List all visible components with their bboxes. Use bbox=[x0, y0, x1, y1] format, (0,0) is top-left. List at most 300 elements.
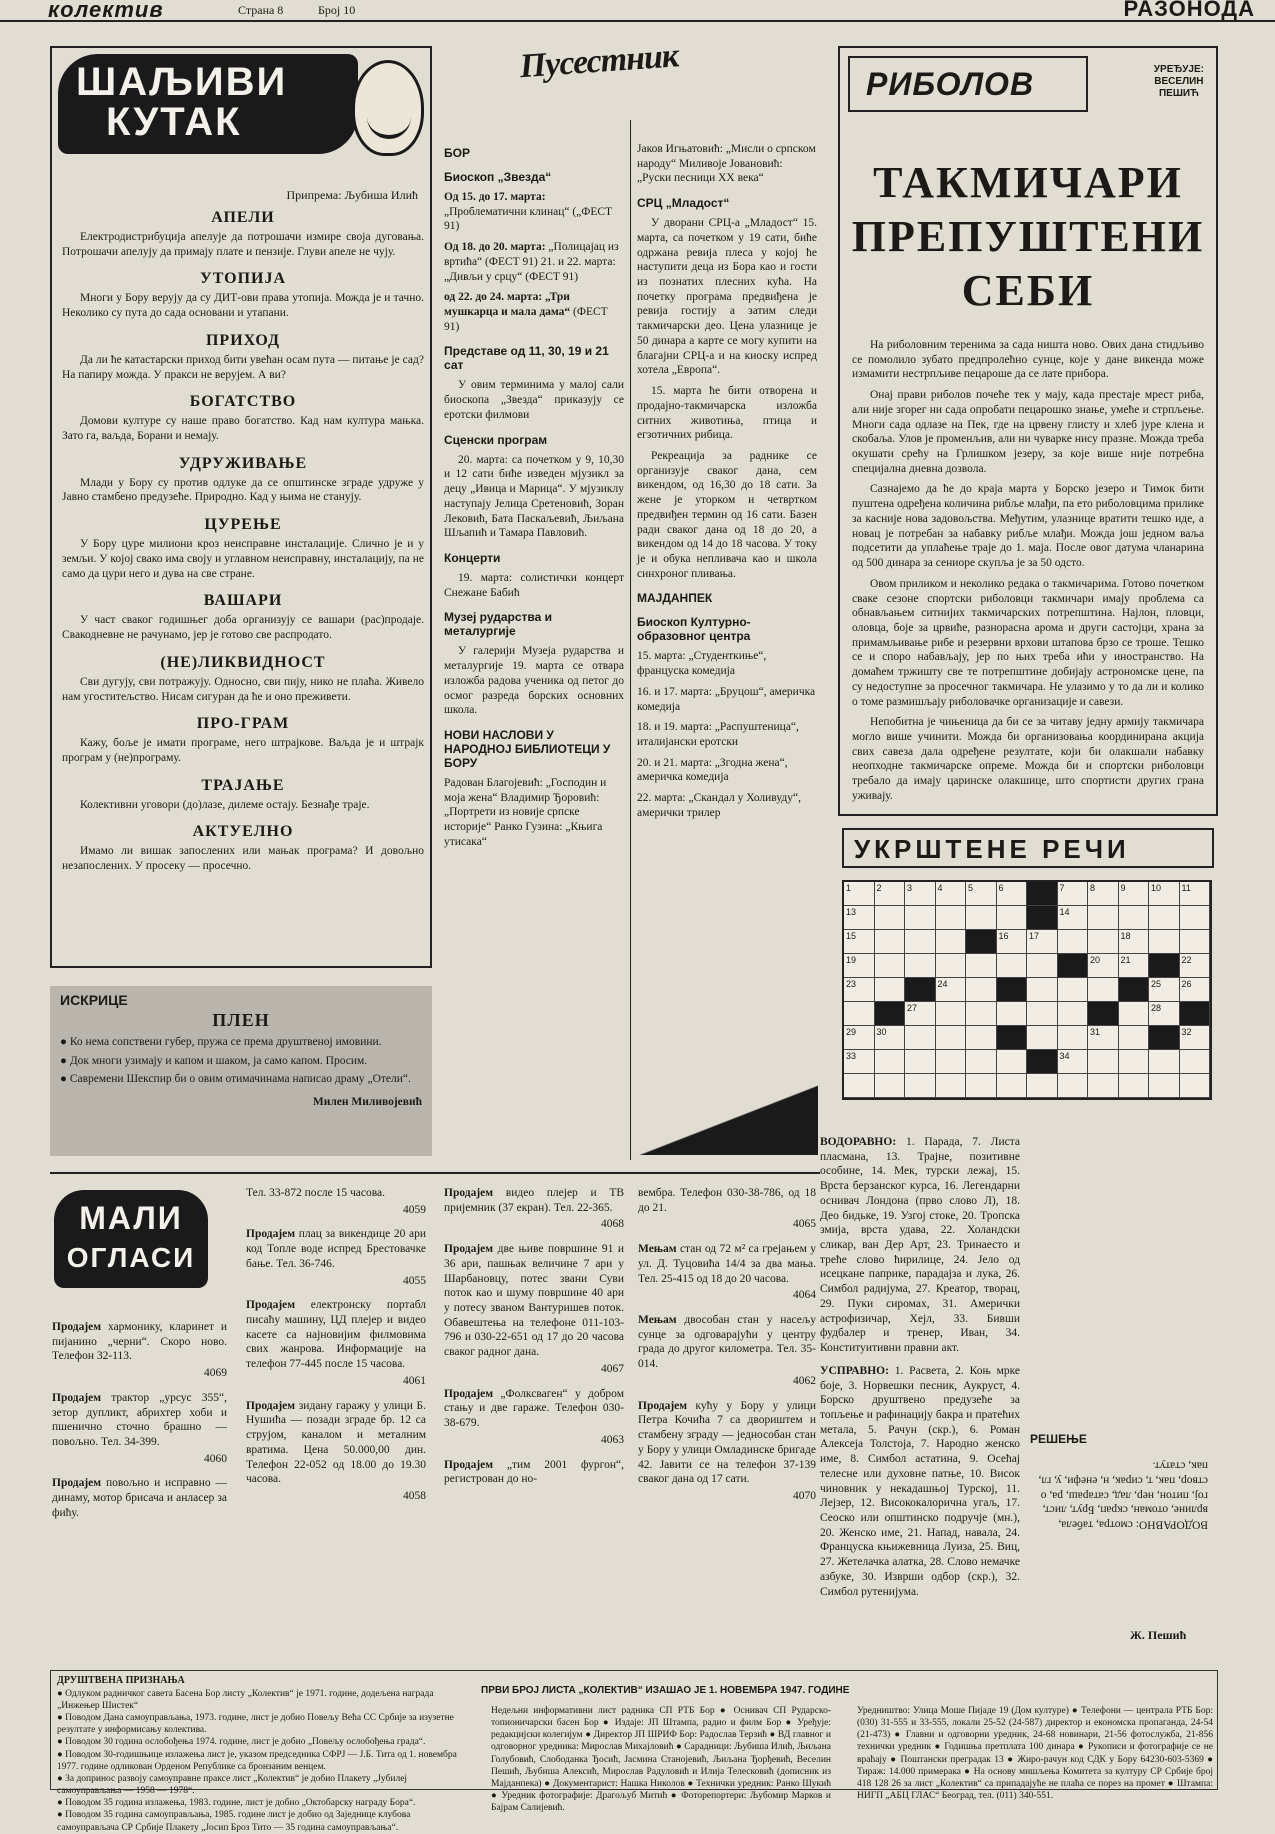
fishing-headline bbox=[850, 156, 1206, 318]
ad-number: 4068 bbox=[601, 1218, 624, 1231]
crossword-cell bbox=[1027, 906, 1058, 930]
program-title: Пусестник bbox=[518, 37, 680, 86]
crossword-cell bbox=[1088, 978, 1119, 1002]
crossword-cell bbox=[1180, 906, 1211, 930]
program-entry: 20. и 21. марта: „Згодна жена“, америчка комедија bbox=[637, 756, 788, 784]
ad-number: 4055 bbox=[403, 1274, 426, 1287]
ad-number: 4059 bbox=[403, 1203, 426, 1216]
crossword-cell bbox=[1119, 1074, 1150, 1098]
crossword-cell bbox=[905, 930, 936, 954]
cartoon-face-icon bbox=[352, 60, 424, 156]
crossword-cell: 14 bbox=[1058, 906, 1089, 930]
humor-item-text: Кажу, боље је имати програме, него штрајкове. Ваљда је и штрајк програм у (не)програму. bbox=[62, 737, 424, 764]
crossword-cell bbox=[936, 954, 967, 978]
crossword-cell bbox=[936, 930, 967, 954]
crossword-cell bbox=[997, 1074, 1028, 1098]
editor-name: ВЕСЕЛИН bbox=[1154, 76, 1204, 87]
ads-column-3 bbox=[444, 1186, 624, 1497]
award-item: ● За допринос развоју самоуправне праксе лист „Колектив“ је добио Плакету „Јубилеј самоуправљања — 1958 — 1978“. bbox=[57, 1773, 408, 1797]
crossword-cell: 23 bbox=[844, 978, 875, 1002]
iskrice-author: Милен Миливојевић bbox=[312, 1096, 422, 1109]
humor-item-text: Домови културе су наше право богатство. Кад нам култура мањка. Зато га, ваљда, Борани и немају. bbox=[62, 415, 424, 443]
crossword-cell: 7 bbox=[1058, 882, 1089, 906]
crossword-cell bbox=[1149, 906, 1180, 930]
crossword-cell bbox=[1088, 1074, 1119, 1098]
program-entry: Радован Благојевић: „Господин и моја жена“ Владимир Ђоровић: „Портрети из новије српске историје“ Ранко Гузина: „Књига утисака“ bbox=[444, 776, 607, 848]
ad-number: 4063 bbox=[601, 1433, 624, 1446]
crossword-cell: 29 bbox=[844, 1026, 875, 1050]
classified-ad bbox=[52, 1476, 227, 1520]
ad-lead: Продајем bbox=[246, 1299, 296, 1312]
program-heading: Биоскоп „Звезда“ bbox=[444, 170, 552, 184]
program-entry: 15. марта: „Студенткиње“, француска комедија bbox=[637, 650, 767, 678]
ad-number: 4061 bbox=[403, 1374, 426, 1387]
program-entry: У овим терминима у малој сали биоскопа „Звезда“ приказују се еротски филмови bbox=[444, 379, 624, 421]
crossword-cell bbox=[1119, 1026, 1150, 1050]
program-entry: 16. и 17. марта: „Бруцош“, америчка комедија bbox=[637, 685, 816, 713]
crossword-cell bbox=[1027, 1074, 1058, 1098]
crossword-cell bbox=[1149, 954, 1180, 978]
humor-item-title: (НЕ)ЛИКВИДНОСТ bbox=[160, 653, 326, 671]
humor-item-text: Многи у Бору верују да су ДИТ-ови права утопија. Можда је и тачно. Неколико су пута до сада основани и утапани. bbox=[62, 292, 424, 320]
ad-text: „Фолксваген“ у добром стању и две гараже. Телефон 030-38-679. bbox=[444, 1387, 624, 1430]
crossword-cell bbox=[1027, 1002, 1058, 1026]
iskrice-title: ПЛЕН bbox=[212, 1010, 270, 1030]
classified-ad bbox=[444, 1458, 624, 1487]
article-paragraph: Онај прави риболов почеће тек у мају, када престаје мрест риба, али није згорег ни сада опробати пецарошко знање, умеће и стрпљење. Многи сада одлазе на Пек, где на црвену глисту и хлеб јуре клена и скобаља. Улов је променљив, али ни чуварке нису празне. Можда треба окушати срећу на Грлишком језеру, за које више није потребна специјална дневна дозвола. bbox=[852, 389, 1204, 475]
crossword-across bbox=[820, 1135, 1020, 1599]
crossword-cell bbox=[1058, 978, 1089, 1002]
crossword-cell bbox=[966, 906, 997, 930]
humor-item-title: БОГАТСТВО bbox=[189, 393, 297, 411]
humor-items bbox=[62, 203, 424, 885]
ad-text: хармонику, кларинет и пијанино „черни“. Скоро ново. Телефон 32-113. bbox=[52, 1321, 227, 1363]
ad-text: две њиве површине 91 и 36 ари, пашњак величине 7 ари у Шарбановцу, потес звани Суви поток као и шуму површине 40 ари у потесу званом Вантуришев поток. Обавештења на телефоне 011-103-796 и 030-22-651 од 17 до 20 часова сваког радног дана. bbox=[444, 1243, 625, 1359]
program-entry: 20. марта: са почетком у 9, 10,30 и 12 сати биће изведен мјузикл за децу „Ивица и Марица“. У мјузиклу наступају Јелица Сретеновић, Зоран Лековић, Бата Паскаљевић, Љиљана Шљапић и Тамара Павловић. bbox=[444, 453, 624, 540]
crossword-cell bbox=[1027, 978, 1058, 1002]
program-entry bbox=[444, 290, 624, 334]
crossword-cell: 16 bbox=[997, 930, 1028, 954]
crossword-cell bbox=[1119, 978, 1150, 1002]
program-heading: Биоскоп Културно-образовног центра bbox=[637, 615, 751, 644]
classified-ad bbox=[52, 1320, 227, 1381]
ad-text: електронску портабл писаћу машину, ЦД плејер и видео касете са најновијим филмовима свих жанрова. Информације на телефон 77-445 после 15 часова. bbox=[246, 1299, 427, 1371]
ad-number: 4058 bbox=[403, 1489, 426, 1502]
crossword-cell: 26 bbox=[1180, 978, 1211, 1002]
crossword-cell bbox=[1058, 1074, 1089, 1098]
crossword-cell bbox=[1027, 954, 1058, 978]
program-heading: Представе од 11, 30, 19 и 21 сат bbox=[444, 344, 609, 373]
crossword-cell bbox=[1119, 1002, 1150, 1026]
down-title: УСПРАВНО: bbox=[820, 1364, 889, 1377]
program-heading: МАЈДАНПЕК bbox=[637, 591, 713, 606]
award-item: ● Поводом Дана самоуправљања, 1973. године, лист је добио Повељу Већа СС Србије за изузетне резултате у информисању колектива. bbox=[57, 1713, 454, 1736]
ad-lead: Мењам bbox=[638, 1314, 677, 1327]
crossword-cell: 2 bbox=[875, 882, 906, 906]
crossword-cell bbox=[1149, 930, 1180, 954]
ad-text: плац за викендице 20 ари код Топле воде испред Брестовачке бање. Тел. 36-746. bbox=[246, 1228, 427, 1270]
crossword-cell bbox=[936, 1002, 967, 1026]
humor-item-text: Електродистрибуција апелује да потрошачи измире своја дуговања. Потрошачи апелују да примају плате и пензије. Глуви апеле не чују. bbox=[62, 231, 424, 258]
column-divider bbox=[630, 120, 631, 1160]
crossword-cell bbox=[966, 1026, 997, 1050]
humor-item-title: ЦУРЕЊЕ bbox=[204, 516, 282, 534]
crossword-cell bbox=[1027, 882, 1058, 906]
crossword-cell: 15 bbox=[844, 930, 875, 954]
imprint-staff: Недељни информативни лист радника СП РТБ Бор ● Оснивач СП Рударско-топионичарски басен Бор ● Издаје: ЈП Штампа, радио и филм Бор ● Уређује: редакцијски колегијум ● Директор ЈП ШРИФ Бор: Радослав Терзић ● ВД главног и одговорног уредника: Мирослав Михајловић ● Сарадници: Љубиша Илић, Љиљана Голубовић, Слободанка Ђосић, Јасмина Станојевић, Љиљана Ђорђевић, Веселин Пешић, Љубиша Алексић, Мирослав Радуловић и Илија Телесковић (дописник из Мајданпека) ● Документарист: Нашка Николов ● Технички уредник: Ранко Шукић ● Уредник фотографије: Драгољуб Митић ● Фоторепортери: Љубомир Марков и Бајрам Салијевић. bbox=[491, 1706, 831, 1814]
ad-lead: Продајем bbox=[444, 1458, 494, 1471]
crossword-cell: 33 bbox=[844, 1050, 875, 1074]
humor-logo-line2: КУТАК bbox=[106, 100, 242, 144]
ad-lead: Продајем bbox=[444, 1187, 494, 1199]
humor-item-title: АКТУЕЛНО bbox=[192, 823, 294, 841]
ad-lead: Мењам bbox=[638, 1243, 677, 1256]
program-entry-text: „Проблематични клинац“ („ФЕСТ 91) bbox=[444, 205, 613, 233]
humor-item-title: ПРО-ГРАМ bbox=[196, 715, 290, 733]
humor-item bbox=[62, 270, 424, 320]
ad-text: вембра. Телефон 030-38-786, од 18 до 21. bbox=[638, 1187, 816, 1214]
page-number: Страна 8 bbox=[238, 3, 284, 17]
program-entry: 22. марта: „Скандал у Холивуду“, амерички трилер bbox=[637, 792, 801, 819]
ad-text: трактор „урсус 355“, зетор дупликт, абрихтер хоби и пшенично сточно брашно — повољно. Тел. 34-399. bbox=[52, 1391, 227, 1449]
humor-corner bbox=[50, 46, 432, 968]
decorative-wedge bbox=[638, 1085, 818, 1155]
article-paragraph: Сазнајемо да ће до краја марта у Борско језеро и Тимок бити пуштена одређена количина рибље млађи, па ето риболовцима прилике за касније нова задовољства. Међутим, улазнице вратити тешко иде, а новац је потребан за набавку рибље млађи. Можда још једном ваља подсетити да уплаћење траје до 1. маја. После овог датума чланарина од 500 динара за сениоре скупља је за 50 одсто. bbox=[852, 483, 1204, 570]
ad-text: зидану гаражу у улици Б. Нушића — позади зграде бр. 12 са струјом, каналом и металним вратима. Цена 50.000,00 дин. Телефон 22-052 од 18.00 до 19.30 часова. bbox=[246, 1399, 426, 1486]
classified-ad bbox=[246, 1186, 426, 1217]
crossword-cell bbox=[905, 978, 936, 1002]
ad-lead: Продајем bbox=[444, 1243, 494, 1256]
humor-item bbox=[62, 455, 424, 505]
iskrice-line: ● Савремени Шекспир би о овим отимачинама написао драму „Отели“. bbox=[60, 1073, 411, 1086]
ad-lead: Продајем bbox=[52, 1477, 102, 1490]
crossword-cell bbox=[936, 1074, 967, 1098]
crossword-cell bbox=[875, 930, 906, 954]
crossword-cell: 32 bbox=[1180, 1026, 1211, 1050]
ad-lead: Продајем bbox=[638, 1399, 688, 1412]
ad-lead: Продајем bbox=[246, 1399, 296, 1412]
crossword-cell bbox=[997, 906, 1028, 930]
masthead bbox=[0, 0, 1275, 22]
ad-text: кућу у Бору у улици Петра Кочића 7 са двориштем и стамбену зграду — једнособан стан у Бору у улици Омладинске бригаде 42. Јавити се на телефон 37-139 сваког дана од 17 сати. bbox=[638, 1399, 816, 1486]
iskrice-box bbox=[50, 986, 432, 1156]
classified-ad bbox=[444, 1242, 624, 1376]
program-entry: 18. и 19. марта: „Распуштеница“, италијански еротски bbox=[637, 721, 799, 748]
program-date: од 22. до 24. марта: „Три мушкарца и мала дама“ bbox=[444, 291, 571, 319]
ad-text: повољно и исправно — динаму, мотор брисача и анласер за фићу. bbox=[52, 1477, 227, 1519]
crossword-cell bbox=[966, 954, 997, 978]
crossword-cell bbox=[1180, 930, 1211, 954]
crossword-cell bbox=[875, 1074, 906, 1098]
ad-text: стан од 72 м² са грејањем у ул. Д. Туцовића 14/4 за два мања. Тел. 25-415 од 18 до 20 часова. bbox=[638, 1243, 816, 1285]
crossword-cell bbox=[875, 1050, 906, 1074]
crossword-cell bbox=[966, 1002, 997, 1026]
ads-column-4 bbox=[638, 1186, 816, 1514]
crossword-cell bbox=[1027, 1026, 1058, 1050]
ads-logo-line2: ОГЛАСИ bbox=[66, 1242, 196, 1273]
imprint-contact: Уредништво: Улица Моше Пијаде 19 (Дом културе) ● Телефони — централа РТБ Бор: (030) 31-555 и 33-555, локали 25-52 (24-587) директор и економска пропаганда, 24-54 (21-473) ● Главни и одговорни уредник, 24-68 новинари, 21-56 фотослужба, 21-856 технички уредник ● Годишња претплата 100 динара ● Рукописи и фотографије се не враћају ● Поштански преградак 13 ● Жиро-рачун код СДК у Бору 64230-603-5369 ● Тираж: 14.000 примерака ● На основу мишљења Комитета за културу СР Србије број 418 128 26 за лист „Колектив“ са припадајуће не плаћа се порез на промет ● Штампа: НИГП „АБЦ ГЛАС“ Београд, тел. (011) 340-551. bbox=[857, 1706, 1213, 1802]
crossword-cell bbox=[1088, 1002, 1119, 1026]
crossword-cell bbox=[997, 1050, 1028, 1074]
crossword-cell bbox=[875, 954, 906, 978]
classified-ad bbox=[246, 1399, 426, 1504]
crossword-cell bbox=[1149, 1026, 1180, 1050]
editor-surname: ПЕШИЋ bbox=[1158, 88, 1199, 99]
crossword-cell: 28 bbox=[1149, 1002, 1180, 1026]
humor-item-title: УДРУЖИВАЊЕ bbox=[178, 454, 308, 472]
crossword-cell: 19 bbox=[844, 954, 875, 978]
ad-text: Тел. 33-872 после 15 часова. bbox=[246, 1187, 386, 1199]
program-entry: У галерији Музеја рударства и металургије 19. марта се отвара изложба радова ученика од петог до осмог разреда борских основних школа. bbox=[444, 645, 624, 717]
article-paragraph: Овом приликом и неколико редака о такмичарима. Готово почетком сваке сезоне спортски риболовци такмичари имају проблема са обнављањем ситнијих такмичарских потрепштина. Најлон, пловци, оловца, боје за црвиће, разнорасна арома и други састојци, храна за примамљивање рибе и резервни врхови штапова брзо се троше. Тешко се и споро набављају, јер по њих треба ићи у иностранство. На домаћем тржишту све те потрепштине добијају астрономске цене, па су недоступне за просечног такмичара. Не улазимо у то да ли и колико о томе размишљају риболовачке организације и савези. bbox=[852, 577, 1204, 708]
editor-label: УРЕЂУЈЕ: bbox=[1153, 64, 1204, 75]
crossword-cell: 31 bbox=[1088, 1026, 1119, 1050]
fishing-editor bbox=[1154, 64, 1204, 100]
program-heading: БОР bbox=[444, 146, 470, 160]
program-heading: Концерти bbox=[444, 550, 501, 565]
crossword-cell bbox=[1149, 1074, 1180, 1098]
program-entry: Рекреација за раднике се организује сваког дана, сем викендом, од 16,30 до 18 сати. За жене је уторком и четвртком предвиђен термин од 16 сати. Базен ради сваког дана од 18 до 20, а викендом од 14 до 18 часова. У току је и обука непливача као и школа синхроног пливања. bbox=[637, 449, 817, 580]
crossword-cell bbox=[905, 906, 936, 930]
crossword-cell bbox=[936, 1050, 967, 1074]
crossword-cell: 1 bbox=[844, 882, 875, 906]
crossword-cell bbox=[1088, 906, 1119, 930]
ads-column-2 bbox=[246, 1186, 426, 1514]
ads-logo-line1: МАЛИ bbox=[79, 1200, 183, 1236]
crossword-cell: 24 bbox=[936, 978, 967, 1002]
classified-ad bbox=[638, 1313, 816, 1389]
award-item: ● Одлуком радничког савета Басена Бор листу „Колектив“ је 1971. године, додељена награда „Инжењер Шистек“ bbox=[57, 1688, 434, 1711]
crossword-cell bbox=[1180, 1002, 1211, 1026]
crossword-cell bbox=[1088, 930, 1119, 954]
across-clues: 1. Парада, 7. Листа пласмана, 13. Трајне, позитивне особине, 14. Мек, турски лежај, 15. Врста берзанског курса, 16. Легендарни оснивач Лондона (прво слово Л), 18. Део бидьке, 19. Узгој стоке, 20. Тропска змија, врста удава, 22. Холандски сликар, ван Дер Арт, 23. Тринаесто и треће слово ћирилице, 24. Јело од исецкане паприке, парадајза и лука, 26. Симбол радијума, 27. Креатор, творац, 29. Пуки сиромах, 31. Амерички астрофизичар, Хејл, 33. Бивши фудбалер и тренер, Иван, 34. Конституитивни правни акт. bbox=[820, 1136, 1020, 1355]
crossword-cell bbox=[936, 1026, 967, 1050]
iskrice-label: ИСКРИЦЕ bbox=[60, 992, 128, 1008]
crossword-cell: 13 bbox=[844, 906, 875, 930]
classified-ad bbox=[246, 1298, 426, 1388]
crossword-cell: 22 bbox=[1180, 954, 1211, 978]
classified-ad bbox=[638, 1399, 816, 1504]
humor-item-title: УТОПИЈА bbox=[199, 270, 287, 288]
iskrice-line: ● Ко нема сопствени губер, пружа се према друштвеној имовини. bbox=[60, 1036, 382, 1048]
awards bbox=[57, 1675, 457, 1834]
ad-text: видео плејер и ТВ пријемник (37 екран). Тел. 22-365. bbox=[444, 1187, 625, 1214]
program-heading: Музеј рударства и металургије bbox=[444, 610, 552, 639]
crossword-cell bbox=[1180, 1074, 1211, 1098]
humor-item-title: АПЕЛИ bbox=[211, 209, 275, 226]
section-title: РАЗОНОДА bbox=[1123, 0, 1255, 21]
article-paragraph: На риболовним теренима за сада ништа ново. Ових дана стидљиво се помолило зубато предпролећно сунце, које у дане викенда може измамити нестрпљиве пецароше да се лате прибора. bbox=[852, 339, 1204, 381]
humor-logo-line1: ШАЉИВИ bbox=[76, 60, 288, 104]
crossword-cell bbox=[1149, 1050, 1180, 1074]
headline-line: ПРЕПУШТЕНИ bbox=[851, 212, 1205, 261]
crossword-cell: 21 bbox=[1119, 954, 1150, 978]
award-item: ● Поводом 35 година самоуправљања, 1985. године лист је добио од Заједнице клубова самоуправљача СР Србије Плакету „Јосип Броз Тито — 35 година самоуправљања“. bbox=[57, 1810, 411, 1833]
humor-item bbox=[62, 516, 424, 581]
ad-number: 4069 bbox=[204, 1367, 227, 1380]
classified-ad bbox=[638, 1186, 816, 1232]
crossword-cell bbox=[997, 1002, 1028, 1026]
humor-item-text: Млади у Бору су против одлуке да се општинске зграде удруже у Јавно стамбено предузеће. Природно. Кад у њима не станују. bbox=[62, 476, 424, 504]
humor-item bbox=[62, 654, 424, 704]
crossword-cell: 27 bbox=[905, 1002, 936, 1026]
issue-number: Број 10 bbox=[318, 3, 356, 17]
humor-item-text: Да ли ће катастарски приход бити увећан осам пута — питање је сад? На папиру можда. У пракси не верујем. А ви? bbox=[62, 353, 424, 381]
crossword-cell: 18 bbox=[1119, 930, 1150, 954]
fishing-logo: РИБОЛОВ bbox=[848, 56, 1088, 112]
crossword-cell bbox=[997, 978, 1028, 1002]
ad-number: 4067 bbox=[601, 1362, 624, 1375]
crossword-cell bbox=[966, 1074, 997, 1098]
crossword-cell bbox=[844, 1002, 875, 1026]
classified-ad bbox=[444, 1387, 624, 1448]
crossword-cell bbox=[997, 1026, 1028, 1050]
ad-number: 4064 bbox=[793, 1289, 816, 1302]
ads-logo bbox=[54, 1190, 208, 1288]
down-clues: 1. Расвета, 2. Коњ мрке боје, 3. Норвешки песник, Аукруст, 4. Борско друштвено предузеће за топљење и рафинацију бакра и пратећих метала, 5. Рачун (скр.), 6. Роман Алексеја Толстоја, 7. Народно женско име, 8. Симбол астатина, 9. Осећај телесне или духовне патње, 10. Висок чиновник у некадашњој Турској, 11. Лејзер, 12. Висококалорична угаљ, 17. Сеоско или општинско подручје (мн.), 20. Женско име, 21. Напад, навала, 24. Француска књижевница Луиза, 25. Виц, 27. Жетелачка алатка, 28. Слово немачке азбуке, 30. Изврши одбор (скр.), 32. Симбол рутенијума. bbox=[820, 1364, 1020, 1598]
ad-number: 4070 bbox=[793, 1489, 816, 1502]
humor-item-title: ВАШАРИ bbox=[203, 592, 283, 610]
crossword-grid bbox=[842, 880, 1212, 1100]
crossword-cell: 4 bbox=[936, 882, 967, 906]
award-item: ● Поводом 35 година излажења, 1983. године, лист је добио „Октобарску награду Бора“. bbox=[57, 1798, 416, 1809]
ads-column-1 bbox=[52, 1320, 227, 1531]
ad-text: „тим 2001 фургон“, регистрован до но- bbox=[444, 1458, 624, 1486]
crossword-cell: 6 bbox=[997, 882, 1028, 906]
ad-number: 4065 bbox=[793, 1218, 816, 1231]
humor-item bbox=[62, 209, 424, 259]
crossword-cell: 3 bbox=[905, 882, 936, 906]
crossword-cell: 30 bbox=[875, 1026, 906, 1050]
crossword-cell bbox=[875, 906, 906, 930]
program-entry: Јаков Игњатовић: „Мисли о српском народу“ Миливоје Јовановић: „Руски песници XX века“ bbox=[637, 143, 816, 185]
ad-lead: Продајем bbox=[246, 1228, 296, 1241]
ad-lead: Продајем bbox=[52, 1391, 102, 1404]
crossword-cell bbox=[966, 930, 997, 954]
humor-item bbox=[62, 777, 424, 813]
crossword-cell: 25 bbox=[1149, 978, 1180, 1002]
crossword-cell bbox=[1058, 1002, 1089, 1026]
crossword-cell bbox=[1058, 1026, 1089, 1050]
section-divider bbox=[50, 1172, 820, 1174]
iskrice-line: ● Док многи узимају и капом и шаком, ја само капом. Просим. bbox=[60, 1054, 368, 1067]
crossword-cell bbox=[905, 1074, 936, 1098]
program-entry: 15. марта ће бити отворена и продајно-такмичарска изложба ситних животиња, птица и егзотичних рибица. bbox=[637, 385, 817, 442]
crossword-cell bbox=[966, 1050, 997, 1074]
article-paragraph: Непобитна је чињеница да би се за читаву једну армију такмичара могло више учинити. Можда би организовања координирана акција свих савеза дала одређене резултате, који би олакшали набавку неопходне такмичарске опреме. Можда би и спортски риболовци требало да имају царинске олакшице, што спортисти других грана уживају. bbox=[852, 716, 1204, 802]
crossword-cell: 17 bbox=[1027, 930, 1058, 954]
humor-item bbox=[62, 715, 424, 765]
crossword-title: УКРШТЕНЕ РЕЧИ bbox=[842, 828, 1214, 868]
humor-item bbox=[62, 393, 424, 443]
classified-ad bbox=[246, 1227, 426, 1288]
humor-item-text: Сви дугују, сви потражују. Односно, сви пију, нико не плаћа. Живело нам угоститељство. Нисам сигуран да ће и оно преживети. bbox=[62, 675, 424, 703]
crossword-cell bbox=[966, 978, 997, 1002]
program-column-1 bbox=[444, 136, 624, 850]
crossword-cell: 8 bbox=[1088, 882, 1119, 906]
crossword-cell bbox=[1119, 1050, 1150, 1074]
ad-text: двособан стан у насељу сунце за одговарајући у центру града до другог километра. Тел. 35-014. bbox=[638, 1314, 817, 1371]
headline-line: ТАКМИЧАРИ bbox=[873, 158, 1183, 207]
humor-item-title: ТРАЈАЊЕ bbox=[201, 776, 285, 794]
ad-lead: Продајем bbox=[444, 1387, 494, 1400]
program-entry: У дворани СРЦ-а „Младост“ 15. марта, са почетком у 19 сати, биће одржана ревија плеса у којој ће наступити деца из Бора као и гости из познатих плесних кућа. На почетку програма предвиђена је ревија гостију а затим следи такмичарски део. Цена улазнице је 50 динара а карте се могу купити на благајни СРЦ-а и на киоску испред хотела „Европа“. bbox=[637, 217, 817, 377]
fishing-box bbox=[838, 46, 1218, 816]
masthead-logo: колектив bbox=[48, 0, 164, 22]
crossword-cell: 5 bbox=[966, 882, 997, 906]
program-entry bbox=[444, 190, 624, 234]
crossword-cell: 11 bbox=[1180, 882, 1211, 906]
crossword-cell bbox=[875, 1002, 906, 1026]
humor-logo bbox=[58, 54, 358, 154]
program-heading: СРЦ „Младост“ bbox=[637, 196, 730, 211]
crossword-cell bbox=[844, 1074, 875, 1098]
humor-item bbox=[62, 592, 424, 642]
program-date: Од 15. до 17. марта: bbox=[444, 191, 546, 203]
crossword-cell bbox=[905, 1050, 936, 1074]
crossword-cell bbox=[1058, 930, 1089, 954]
humor-item bbox=[62, 332, 424, 382]
crossword-cell: 34 bbox=[1058, 1050, 1089, 1074]
crossword-cell bbox=[875, 978, 906, 1002]
first-issue-note: ПРВИ БРОЈ ЛИСТА „КОЛЕКТИВ“ ИЗАШАО ЈЕ 1. НОВЕМБРА 1947. ГОДИНЕ bbox=[481, 1685, 850, 1696]
program-entry-text: „Полицајац из вртића“ (ФЕСТ 91) 21. и 22. марта: „Дивљи у срцу“ (ФЕСТ 91) bbox=[444, 241, 619, 283]
ad-number: 4062 bbox=[793, 1374, 816, 1387]
crossword-cell bbox=[1058, 954, 1089, 978]
crossword-author: Ж. Пешић bbox=[1130, 1628, 1187, 1642]
program-heading: НОВИ НАСЛОВИ У НАРОДНОЈ БИБЛИОТЕЦИ У БОРУ bbox=[444, 727, 611, 770]
program-heading: Сценски програм bbox=[444, 432, 548, 447]
awards-title: ДРУШТВЕНА ПРИЗНАЊА bbox=[57, 1675, 185, 1686]
headline-line: СЕБИ bbox=[961, 266, 1095, 315]
humor-item-text: У част сваког годишњег доба организују се вашари (рас)продаје. Свакодневне не рачунамо, јер је готово све распродато. bbox=[62, 614, 424, 642]
crossword-cell: 20 bbox=[1088, 954, 1119, 978]
crossword-cell bbox=[1180, 1050, 1211, 1074]
crossword-cell bbox=[905, 954, 936, 978]
humor-item-text: У Бору цуре милиони кроз неисправне инсталације. Слично је и у земљи. У којој свако има своју и углавном неисправну, инсталацију, па не само да цури него и дува на све стране. bbox=[62, 538, 424, 580]
solution-title: РЕШЕЊЕ bbox=[1030, 1432, 1087, 1446]
crossword-cell bbox=[905, 1026, 936, 1050]
humor-item-text: Колективни уговори (до)лазе, дилеме остају. Безнађе траје. bbox=[80, 798, 370, 811]
classified-ad bbox=[638, 1242, 816, 1303]
classified-ad bbox=[52, 1391, 227, 1467]
humor-item-title: ПРИХОД bbox=[205, 331, 281, 349]
program-entry-text: (ФЕСТ 91) bbox=[444, 306, 608, 333]
solution-text: ВОДОРАВНО: смотра, табела, врлине, отоман, скрап, Брут, лист, гој, питон, нер, лад, сатараш, ра, о створ, пак, т, сирак, н, енефи, у, гл, пак, статут. bbox=[1038, 1459, 1208, 1531]
crossword-cell bbox=[1119, 906, 1150, 930]
crossword-cell bbox=[1027, 1050, 1058, 1074]
classified-ad bbox=[444, 1186, 624, 1232]
program-date: Од 18. до 20. марта: bbox=[444, 241, 546, 254]
crossword-cell bbox=[936, 906, 967, 930]
crossword-cell: 9 bbox=[1119, 882, 1150, 906]
humor-byline: Припрема: Љубиша Илић bbox=[286, 188, 418, 202]
crossword-cell bbox=[1088, 1050, 1119, 1074]
ad-lead: Продајем bbox=[52, 1321, 102, 1333]
footer-imprint bbox=[50, 1670, 1218, 1833]
crossword-cell bbox=[997, 954, 1028, 978]
crossword-cell: 10 bbox=[1149, 882, 1180, 906]
across-title: ВОДОРАВНО: bbox=[820, 1136, 897, 1148]
fishing-article bbox=[852, 338, 1204, 810]
ad-number: 4060 bbox=[204, 1452, 227, 1465]
humor-item-text: Имамо ли вишак запослених или мањак програма? И довољно незапослених. У просеку — просечно. bbox=[62, 845, 424, 873]
humor-item bbox=[62, 823, 424, 873]
award-item: ● Поводом 30-годишњице излажења лист је, указом председника СФРЈ — Ј.Б. Тита од 1. новембра 1977. године одликован Орденом Републике са бронзаним венцем. bbox=[57, 1749, 457, 1772]
program-column-2 bbox=[637, 136, 817, 821]
program-entry bbox=[444, 240, 624, 284]
program-entry: 19. марта: солистички концерт Снежане Бабић bbox=[444, 571, 624, 599]
